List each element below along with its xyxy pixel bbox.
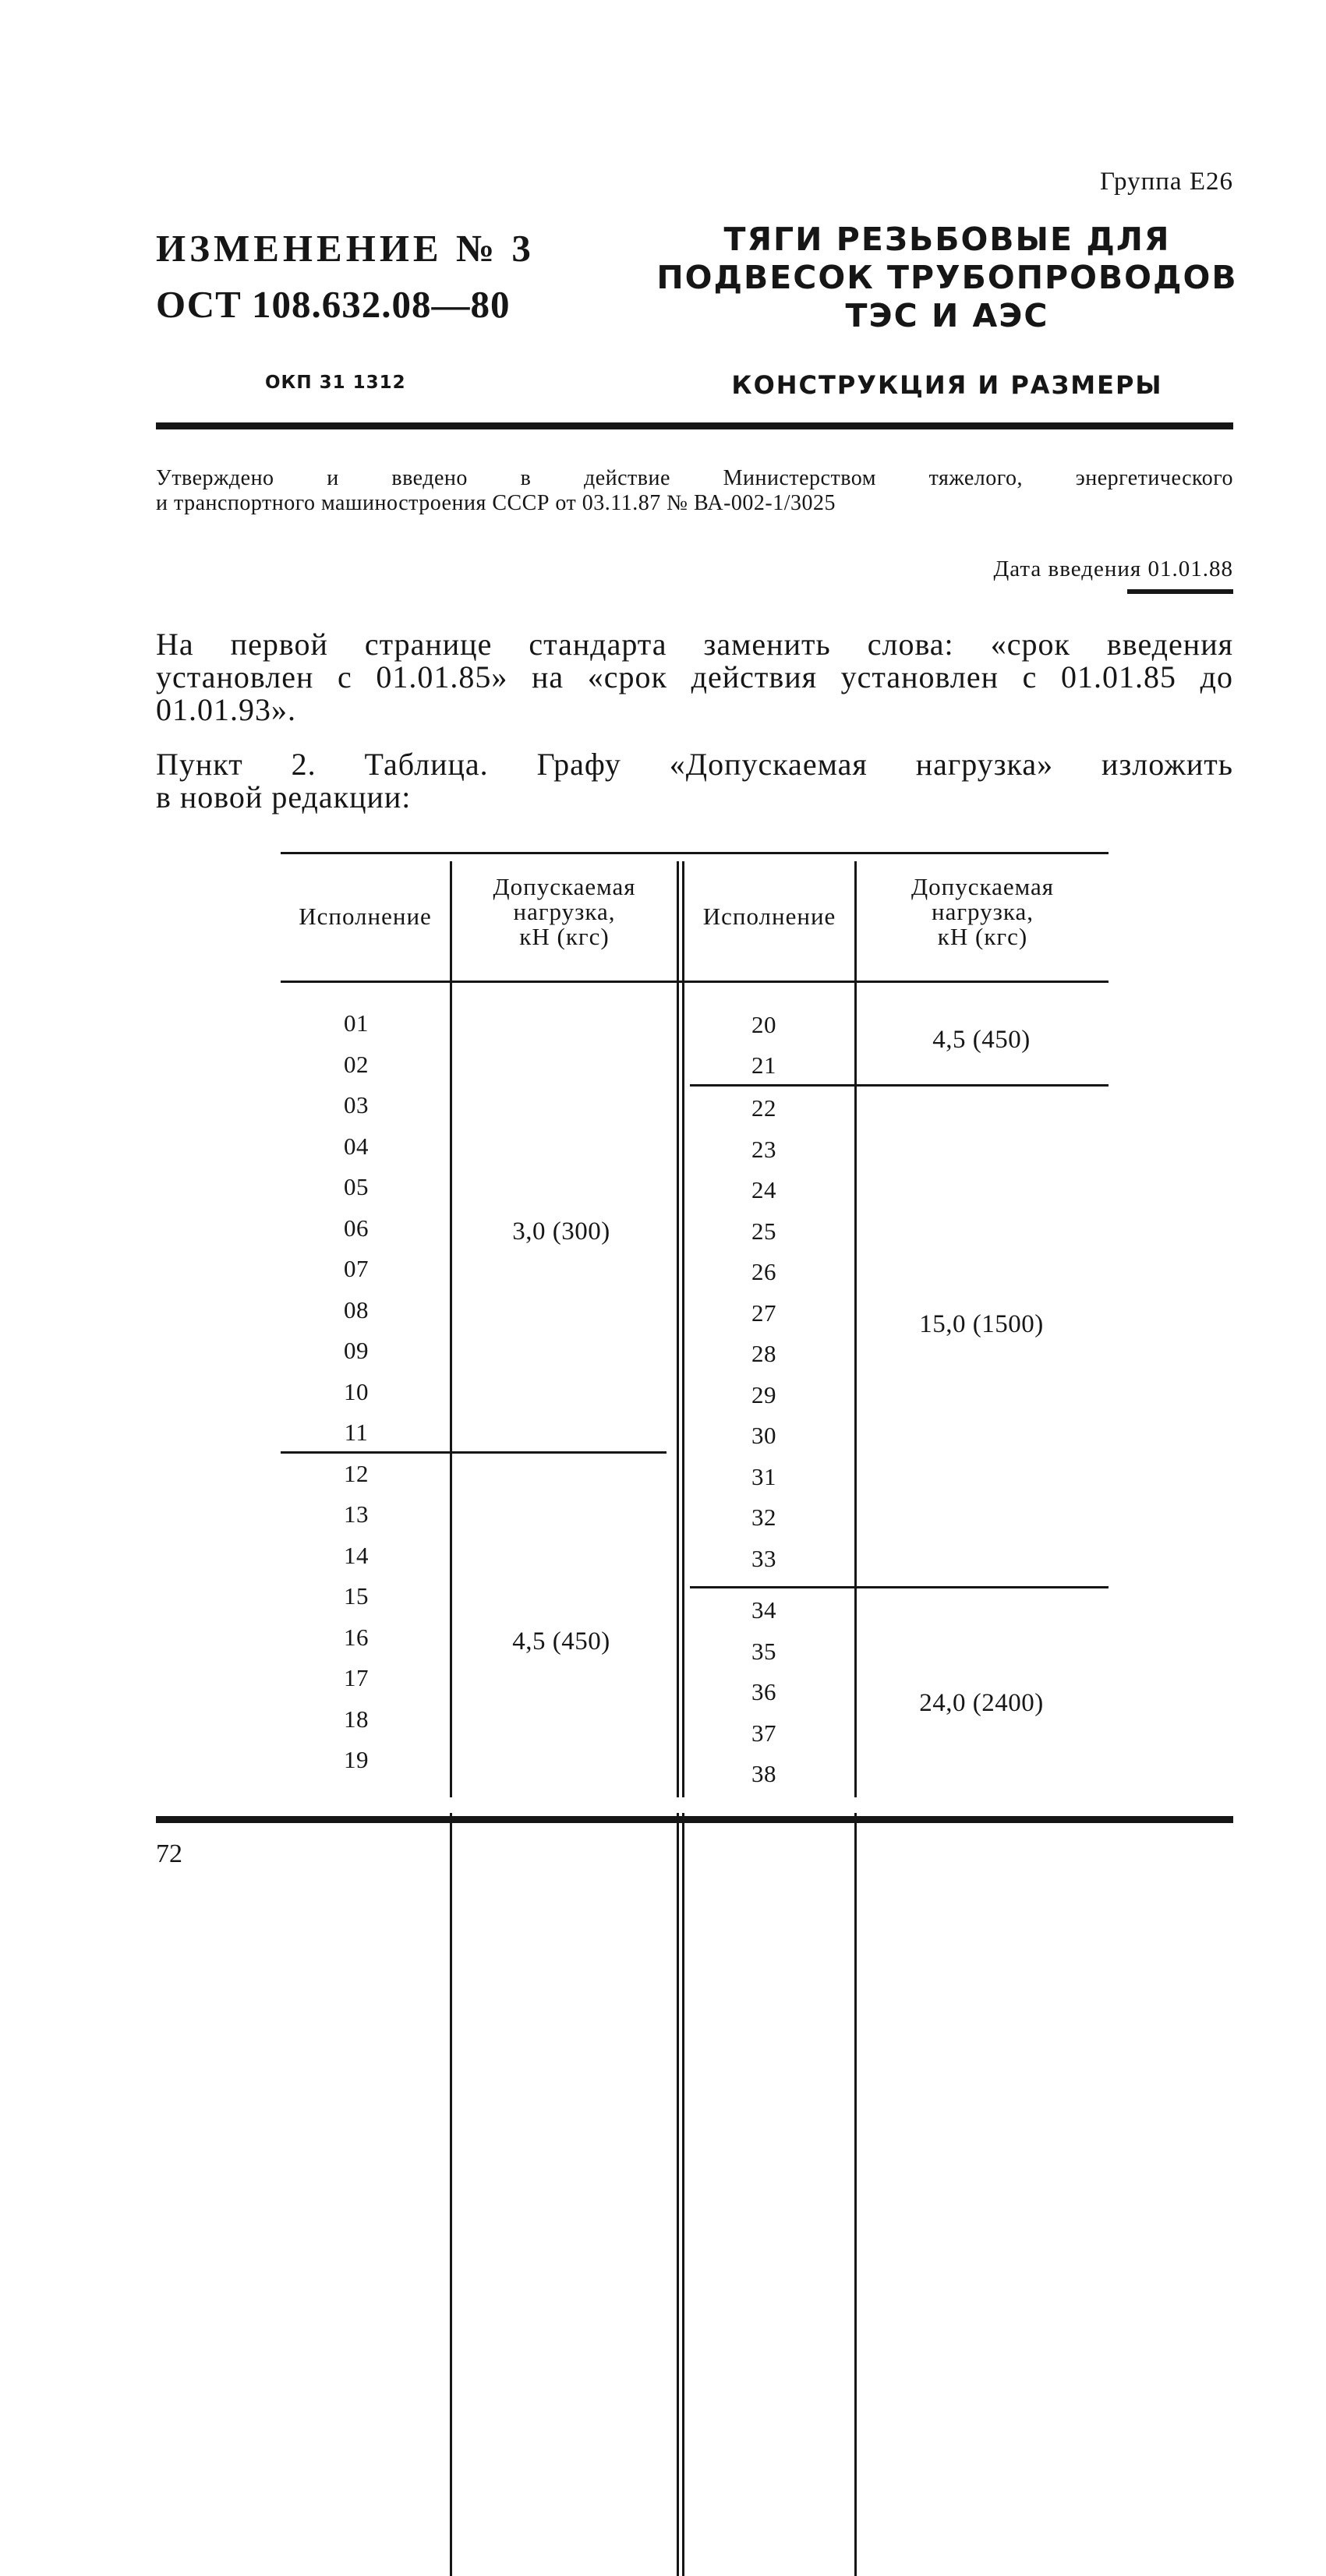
paragraph-2-line: в новой редакции: [156, 779, 412, 814]
execution-cell: 14 [344, 1541, 369, 1569]
group-code: Группа Е26 [1100, 168, 1233, 196]
execution-cell: 36 [751, 1678, 776, 1705]
column-double-rule [682, 861, 684, 2576]
document-subtitle: КОНСТРУКЦИЯ И РАЗМЕРЫ [731, 370, 1163, 400]
paragraph-1-line: На первой странице стандарта заменить слова: «срок введения [156, 627, 1233, 662]
execution-cell: 27 [751, 1299, 776, 1327]
execution-cell: 05 [344, 1173, 369, 1200]
okp-code: ОКП 31 1312 [265, 373, 406, 393]
execution-cell: 32 [751, 1504, 776, 1531]
footer-rule [156, 1816, 1233, 1823]
execution-cell: 38 [751, 1760, 776, 1787]
execution-cell: 03 [344, 1091, 369, 1118]
column-rule [854, 861, 857, 2576]
standard-number: ОСТ 108.632.08—80 [156, 283, 511, 326]
execution-cell: 13 [344, 1500, 369, 1528]
execution-cell: 22 [751, 1094, 776, 1122]
effective-date [857, 557, 1233, 582]
header-load-line: кН (кгс) [937, 923, 1028, 950]
execution-cell: 02 [344, 1050, 369, 1078]
execution-cell: 30 [751, 1422, 776, 1449]
table-mask [281, 1797, 1138, 1813]
execution-cell: 17 [344, 1664, 369, 1691]
execution-cell: 11 [344, 1419, 369, 1446]
title-line: ТЯГИ РЕЗЬБОВЫЕ ДЛЯ [723, 221, 1171, 258]
document-title [655, 221, 1239, 335]
paragraph-2-line: Пункт 2. Таблица. Графу «Допускаемая нагрузка» изложить [156, 747, 1233, 782]
execution-cell: 07 [344, 1255, 369, 1282]
execution-cell: 19 [344, 1746, 369, 1773]
execution-cell: 28 [751, 1340, 776, 1367]
execution-cell: 20 [751, 1011, 776, 1038]
load-value: 3,0 (300) [512, 1217, 610, 1246]
execution-cell: 29 [751, 1380, 776, 1408]
load-value: 24,0 (2400) [919, 1689, 1044, 1717]
effective-date-label: Дата введения [993, 557, 1142, 581]
table-top-rule [281, 852, 1109, 854]
load-value: 4,5 (450) [512, 1627, 610, 1655]
table-header-rule [281, 981, 1109, 983]
column-rule [450, 861, 452, 2576]
execution-cell: 01 [344, 1009, 369, 1037]
group-divider [690, 1586, 1109, 1588]
execution-cell: 15 [344, 1582, 369, 1610]
execution-cell: 35 [751, 1637, 776, 1665]
group-divider [690, 1084, 1109, 1087]
execution-cell: 31 [751, 1462, 776, 1490]
execution-cell: 16 [344, 1623, 369, 1651]
approval-line-2: и транспортного машиностроения СССР от 03.11.87 № ВА-002-1/3025 [156, 491, 836, 515]
execution-cell: 08 [344, 1295, 369, 1323]
execution-cell: 26 [751, 1258, 776, 1285]
header-load-line: нагрузка, [513, 898, 616, 925]
execution-cell: 34 [751, 1596, 776, 1624]
header-load-line: нагрузка, [931, 898, 1034, 925]
column-double-rule [677, 861, 679, 2576]
title-line: ТЭС И АЭС [845, 297, 1049, 334]
execution-cell: 06 [344, 1214, 369, 1242]
header-load [452, 875, 677, 949]
page-number: 72 [156, 1839, 182, 1868]
execution-cell: 23 [751, 1135, 776, 1163]
approval-line-1: Утверждено и введено в действие Министерством тяжелого, энергетического [156, 466, 1233, 490]
execution-cell: 37 [751, 1719, 776, 1747]
header-rule [156, 422, 1233, 429]
change-number: ИЗМЕНЕНИЕ № 3 [156, 227, 535, 270]
load-value: 15,0 (1500) [919, 1310, 1044, 1338]
date-underline [1127, 589, 1233, 594]
execution-cell: 10 [344, 1377, 369, 1405]
header-execution-right: Исполнение [702, 903, 836, 930]
execution-cell: 24 [751, 1176, 776, 1203]
paragraph-1-line: 01.01.93». [156, 692, 296, 727]
execution-cell: 33 [751, 1544, 776, 1572]
header-load-line: Допускаемая [911, 873, 1055, 900]
execution-cell: 12 [344, 1459, 369, 1487]
execution-cell: 21 [751, 1051, 776, 1079]
header-load-line: Допускаемая [493, 873, 636, 900]
group-divider [281, 1451, 667, 1454]
load-value: 4,5 (450) [932, 1026, 1031, 1054]
header-load-line: кН (кгс) [519, 923, 610, 950]
execution-cell: 09 [344, 1337, 369, 1364]
execution-cell: 25 [751, 1217, 776, 1245]
paragraph-1-line: установлен с 01.01.85» на «срок действия установлен с 01.01.85 до [156, 659, 1233, 694]
execution-cell: 04 [344, 1132, 369, 1160]
header-load-right [857, 875, 1109, 949]
effective-date-value: 01.01.88 [1147, 557, 1233, 581]
execution-cell: 18 [344, 1705, 369, 1733]
title-line: ПОДВЕСОК ТРУБОПРОВОДОВ [656, 259, 1238, 296]
header-execution: Исполнение [299, 903, 432, 930]
